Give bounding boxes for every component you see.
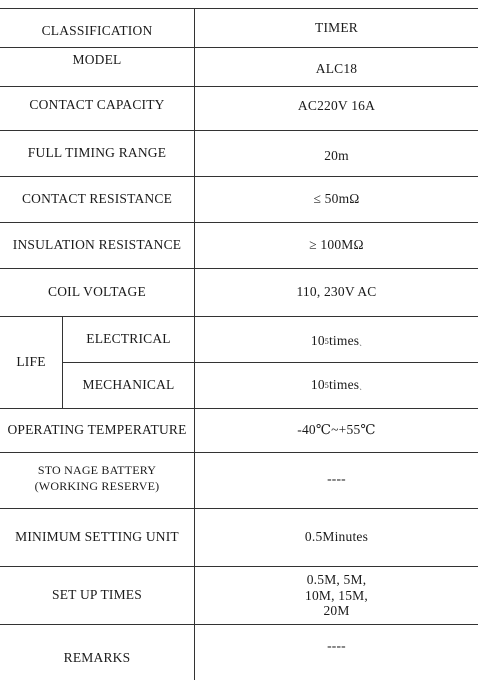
life-electrical-label: ELECTRICAL	[86, 331, 171, 347]
remarks-label: REMARKS	[63, 649, 131, 665]
remarks-value: ----	[327, 637, 346, 653]
full-timing-range-value: 20m	[324, 147, 349, 163]
storage-battery-label-line2: (WORKING RESERVE)	[34, 479, 160, 493]
coil-voltage-value: 110, 230V AC	[296, 284, 377, 300]
contact-resistance-label: CONTACT RESISTANCE	[21, 191, 173, 207]
storage-battery-label-line1: STO NAGE BATTERY	[37, 463, 157, 478]
classification-value: TIMER	[315, 19, 358, 35]
minimum-setting-unit-label: MINIMUM SETTING UNIT	[15, 529, 179, 545]
life-mechanical-base: 10	[310, 377, 325, 393]
life-electrical-base: 10	[310, 333, 325, 349]
life-mechanical-unit: times	[328, 377, 360, 393]
life-mechanical-label: MECHANICAL	[82, 377, 175, 393]
insulation-resistance-value: ≥ 100MΩ	[309, 237, 364, 253]
insulation-resistance-label: INSULATION RESISTANCE	[12, 237, 182, 253]
life-mechanical-exponent: 5	[324, 380, 329, 390]
life-electrical-unit: times	[328, 333, 360, 349]
model-value: ALC18	[315, 60, 358, 76]
life-electrical-exponent: 5	[324, 336, 329, 346]
storage-battery-value: ----	[327, 470, 346, 486]
contact-resistance-value: ≤ 50mΩ	[313, 191, 360, 207]
model-label: MODEL	[72, 51, 122, 67]
set-up-times-line3: 20M	[323, 603, 350, 619]
life-label: LIFE	[16, 354, 46, 370]
set-up-times-line1: 0.5M, 5M,	[306, 572, 367, 588]
storage-battery-label	[0, 453, 194, 505]
life-electrical-mark: ˏ	[359, 336, 363, 346]
coil-voltage-label: COIL VOLTAGE	[48, 284, 146, 300]
set-up-times-line2: 10M, 15M,	[305, 587, 368, 603]
set-up-times-label: SET UP TIMES	[52, 587, 142, 603]
contact-capacity-value: AC220V 16A	[297, 97, 376, 113]
operating-temperature-label: OPERATING TEMPERATURE	[7, 422, 187, 438]
classification-label: CLASSIFICATION	[41, 22, 153, 38]
contact-capacity-label: CONTACT CAPACITY	[29, 96, 165, 112]
life-mechanical-mark: ˏ	[359, 380, 363, 390]
set-up-times-value	[195, 567, 478, 624]
minimum-setting-unit-value: 0.5Minutes	[304, 529, 369, 545]
life-electrical-value	[195, 319, 478, 364]
operating-temperature-value: -40℃~+55℃	[297, 422, 376, 438]
life-mechanical-value	[195, 363, 478, 408]
full-timing-range-label: FULL TIMING RANGE	[27, 144, 167, 160]
